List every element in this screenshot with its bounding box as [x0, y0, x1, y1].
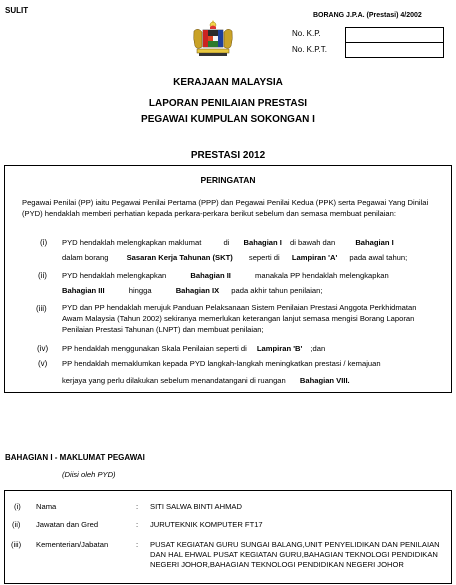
field-position-label: Jawatan dan Gred: [36, 520, 99, 529]
item-i-text-d: dalam borang: [62, 253, 109, 262]
item-i-lampiran-a: Lampiran 'A': [291, 253, 338, 262]
field-ministry-label: Kementerian/Jabatan: [36, 540, 109, 549]
field-position-value[interactable]: JURUTEKNIK KOMPUTER FT17: [150, 520, 263, 529]
item-ii-bahagian-ix: Bahagian IX: [175, 286, 220, 295]
section1-subheading: (Diisi oleh PYD): [62, 470, 116, 479]
notice-intro: Pegawai Penilai (PP) iaitu Pegawai Penilai Pertama (PPP) dan Pegawai Penilai Kedua (PPK) serta Pegawai Yang Dinilai (PYD) hendaklah memberi perhatian kepada perkara-perkara berikut sebelum dan semasa membuat penilaian:: [22, 198, 429, 218]
field-name-colon: :: [136, 502, 139, 511]
notice-heading: PERINGATAN: [200, 175, 256, 185]
item-i-text-c: di bawah dan: [290, 238, 336, 247]
item-iv-text-a: PP hendaklah menggunakan Skala Penilaian seperti di: [62, 344, 247, 353]
item-i-line2: [62, 253, 407, 262]
item-iv-line1: [62, 344, 325, 353]
field-ministry-value[interactable]: PUSAT KEGIATAN GURU SUNGAI BALANG,UNIT PENYELIDIKAN DAN PENILAIAN DAN HAL EHWAL PUSAT KEGIATAN GURU,BAHAGIAN TEKNOLOGI PENDIDIKAN NEGERI JOHOR,BAHAGIAN TEKNOLOGI PENDIDIKAN NEGERI JOHOR: [150, 540, 440, 569]
item-i-skt: Sasaran Kerja Tahunan (SKT): [126, 253, 233, 262]
item-ii-line1: [62, 271, 389, 280]
section1-heading: BAHAGIAN I - MAKLUMAT PEGAWAI: [5, 453, 145, 462]
item-ii-bahagian-ii: Bahagian II: [190, 271, 231, 280]
item-ii-text-d: pada akhir tahun penilaian;: [231, 286, 323, 295]
item-v-bahagian-viii: Bahagian VIII.: [299, 376, 350, 385]
item-ii-text-c: hingga: [128, 286, 152, 295]
item-i-text-f: pada awal tahun;: [349, 253, 408, 262]
item-ii-text-b: manakala PP hendaklah melengkapkan: [255, 271, 389, 280]
item-ii-number: (ii): [38, 271, 47, 280]
form-code: BORANG J.P.A. (Prestasi) 4/2002: [313, 12, 422, 19]
item-iv-text-b: ;dan: [310, 344, 326, 353]
item-ii-text-a: PYD hendaklah melengkapkan: [62, 271, 167, 280]
item-iii-text: PYD dan PP hendaklah merujuk Panduan Pelaksanaan Sistem Penilaian Prestasi Anggota Perkhidmatan Awam Malaysia (Tahun 2002) sekiranya memerlukan keterangan lanjut semasa mengisi Borang Laporan Penilaian Prestasi Tahunan (LNPT) dan membuat penilaian;: [62, 303, 417, 334]
kpt-label: No. K.P.T.: [292, 45, 327, 54]
item-i-text-a: PYD hendaklah melengkapkan maklumat: [62, 238, 202, 247]
field-ii-number: (ii): [12, 520, 21, 529]
field-position-colon: :: [136, 520, 139, 529]
title-line2: LAPORAN PENILAIAN PRESTASI: [148, 98, 308, 109]
item-iv-number: (iv): [37, 344, 49, 353]
item-v-text-a: PP hendaklah memaklumkan kepada PYD langkah-langkah meningkatkan prestasi / kemajuan: [62, 359, 381, 368]
item-v-line2: [62, 376, 350, 385]
title-line1: KERAJAAN MALAYSIA: [173, 77, 283, 88]
field-ministry-colon: :: [136, 540, 139, 549]
field-name-label: Nama: [36, 502, 57, 511]
item-i-line1: [62, 238, 394, 247]
item-i-text-e: seperti di: [248, 253, 280, 262]
item-i-text-b: di: [223, 238, 230, 247]
item-iii-number: (iii): [36, 304, 47, 313]
coat-of-arms-emblem: [190, 19, 236, 59]
classification-label: SULIT: [5, 6, 29, 15]
item-i-bahagian-i-2: Bahagian I: [355, 238, 394, 247]
field-name-value[interactable]: SITI SALWA BINTI AHMAD: [150, 502, 242, 511]
kpt-input-box[interactable]: [345, 42, 444, 58]
kp-input-box[interactable]: [345, 27, 444, 43]
item-v-text-b: kerjaya yang perlu dilakukan sebelum menandatangani di ruangan: [62, 376, 286, 385]
item-iv-lampiran-b: Lampiran 'B': [256, 344, 303, 353]
item-v-line1: [62, 359, 381, 368]
report-year: PRESTASI 2012: [190, 150, 266, 161]
item-ii-line2: [62, 286, 322, 295]
item-i-number: (i): [40, 238, 48, 247]
field-i-number: (i): [14, 502, 21, 511]
item-i-bahagian-i: Bahagian I: [243, 238, 282, 247]
title-line3: PEGAWAI KUMPULAN SOKONGAN I: [141, 114, 315, 125]
item-ii-bahagian-iii: Bahagian III: [62, 286, 105, 295]
field-iii-number: (iii): [11, 540, 22, 549]
item-v-number: (v): [38, 359, 48, 368]
kp-label: No. K.P.: [292, 29, 321, 38]
